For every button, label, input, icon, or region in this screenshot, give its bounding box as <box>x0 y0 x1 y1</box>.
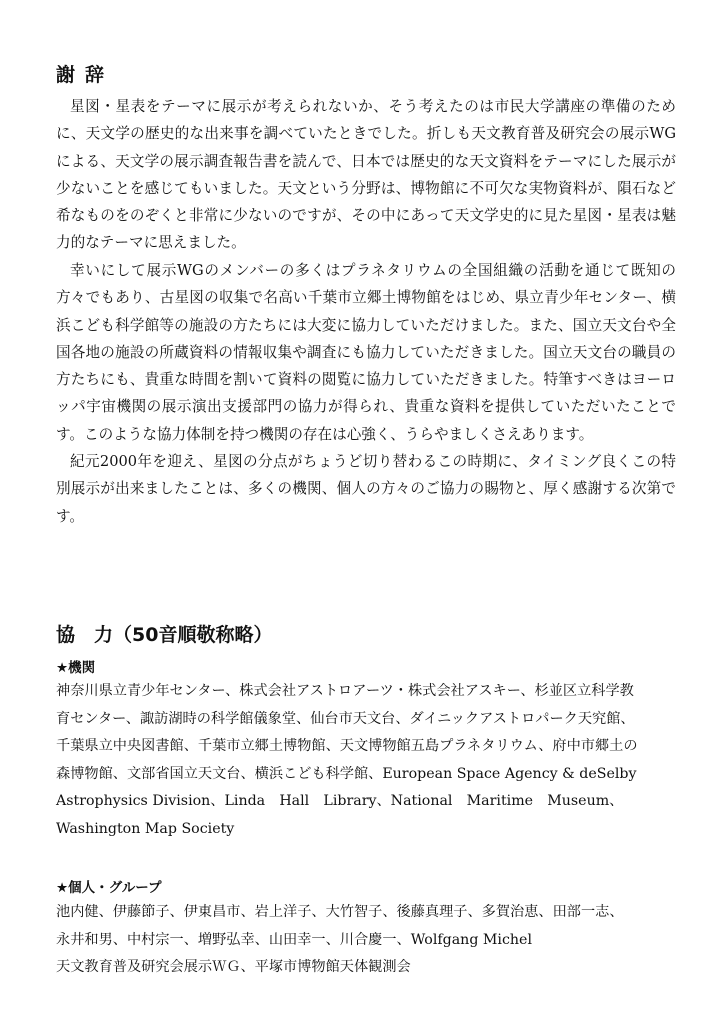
acknowledgment-paragraph-3: 紀元2000年を迎え、星図の分点がちょうど切り替わるこの時期に、タイミング良くこの特別展示が出来ましたことは、多くの機関、個人の方々のご協力の賜物と、厚く感謝する次第です。 <box>56 453 676 525</box>
organizations-line: Washington Map Society <box>56 820 235 837</box>
organizations-list <box>56 678 681 843</box>
organizations-line: 神奈川県立青少年センター、株式会社アストロアーツ・株式会社アスキー、杉並区立科学教 <box>56 683 634 699</box>
acknowledgment-paragraph-1: 星図・星表をテーマに展示が考えられないか、そう考えたのは市民大学講座の準備のために、天文学の歴史的な出来事を調べていたときでした。折しも天文教育普及研究会の展示WGによる、天文学の展示調査報告書を読んで、日本では歴史的な天文資料をテーマにした展示が少ないことを感じてもいました。天文という分野は、博物館に不可欠な実物資料が、隕石など希なものをのぞくと非常に少ないのですが、その中にあって天文学史的に見た星図・星表は魅力的なテーマに思えました。 <box>56 98 676 252</box>
individuals-line: 天文教育普及研究会展示ＷＧ、平塚市博物館天体観測会 <box>56 959 411 975</box>
cooperation-heading: 協 力（50音順敬称略） <box>56 624 273 646</box>
acknowledgment-paragraph-2: 幸いにして展示WGのメンバーの多くはプラネタリウムの全国組織の活動を通じて既知の方々でもあり、古星図の収集で名高い千葉市立郷土博物館をはじめ、県立青少年センター、横浜こども科学館等の施設の方たちには大変に協力していただけました。また、国立天文台や全国各地の施設の所蔵資料の情報収集や調査にも協力していただきました。国立天文台の職員の方たちにも、貴重な時間を割いて資料の閲覧に協力していただきました。特筆すべきはヨーロッパ宇宙機関の展示演出支援部門の協力が得られ、貴重な資料を提供していただいたことです。このような協力体制を持つ機関の存在は心強く、うらやましくさえあります。 <box>56 262 676 443</box>
individuals-list <box>56 899 681 982</box>
organizations-line: Astrophysics Division、Linda Hall Library、National Maritime Museum、 <box>56 793 624 809</box>
individuals-line: 池内健、伊藤節子、伊東昌市、岩上洋子、大竹智子、後藤真理子、多賀治恵、田部一志、 <box>56 904 624 920</box>
organizations-line: 育センター、諏訪湖時の科学館儀象堂、仙台市天文台、ダイニックアストロパーク天究館、 <box>56 710 635 727</box>
individuals-line: 永井和男、中村宗一、増野弘幸、山田幸一、川合慶一、Wolfgang Michel <box>56 931 532 948</box>
acknowledgment-heading: 謝辞 <box>56 64 115 86</box>
organizations-heading: ★機関 <box>56 660 96 676</box>
individuals-heading: ★個人・グループ <box>56 880 162 896</box>
organizations-line: 森博物館、文部省国立天文台、横浜こども科学館、European Space Agency & deSelby <box>56 765 637 782</box>
organizations-line: 千葉県立中央図書館、千葉市立郷土博物館、天文博物館五島プラネタリウム、府中市郷土の <box>56 738 638 754</box>
